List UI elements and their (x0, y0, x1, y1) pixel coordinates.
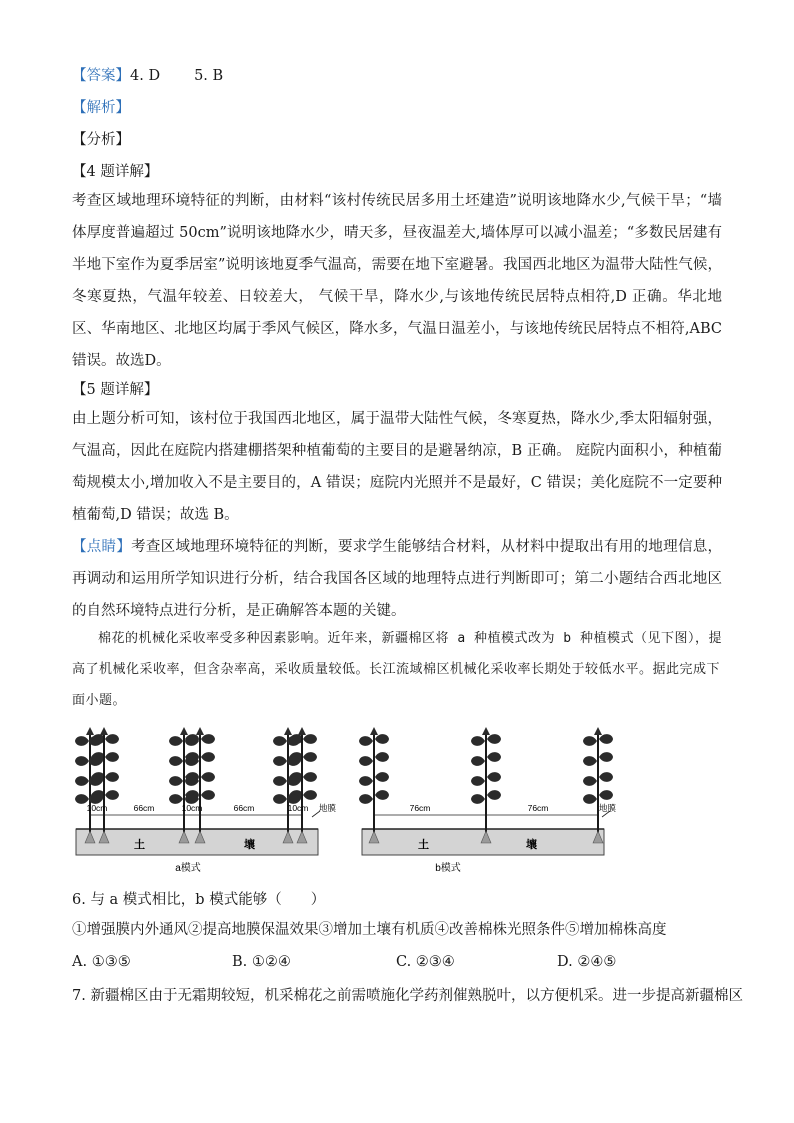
answer-line (72, 66, 223, 86)
q6-stem: 6. 与 a 模式相比，b 模式能够（ ） (72, 892, 326, 908)
a-film-label: 地膜 (319, 803, 337, 813)
q6-option-c: C. ②③④ (396, 954, 455, 970)
diagram-a-planting-mode (76, 725, 337, 875)
q6-items: ①增强膜内外通风②提高地膜保温效果③增加土壤有机质④改善棉株光照条件⑤增加棉株高度 (72, 922, 667, 938)
a-spacing-4: 66cm (233, 803, 255, 813)
q5-explanation: 由上题分析可知，该村位于我国西北地区，属于温带大陆性气候，冬寒夏热，降水少,季太阳辐射强，气温高，因此在庭院内搭建棚搭架种植葡萄的主要目的是避暑纳凉，B 正确。 庭院内面积小，种植葡萄规模太小,增加收入不是主要目的，A 错误；庭院内光照并不是最好，C 错误；美化庭院不一定要种植葡萄,D 错误；故选 B。 (72, 411, 722, 523)
answer-q5: 5. B (194, 68, 224, 84)
q4-detail-heading: 【4 题详解】 (72, 164, 159, 180)
fenxi-heading: 【分析】 (72, 132, 130, 148)
q6-option-b: B. ①②④ (232, 954, 291, 970)
a-spacing-2: 66cm (133, 803, 155, 813)
q5-detail-heading: 【5 题详解】 (72, 382, 159, 398)
q7-stem: 7. 新疆棉区由于无霜期较短，机采棉花之前需喷施化学药剂催熟脱叶，以方便机采。进一步提高新疆棉区 (72, 988, 743, 1004)
answer-tag: 【答案】 (72, 68, 130, 84)
analysis-heading: 【解析】 (72, 100, 130, 116)
b-caption: b模式 (435, 863, 461, 874)
diagram-b-planting-mode (358, 725, 628, 875)
a-spacing-1: 10cm (86, 803, 108, 813)
b-spacing-2: 76cm (527, 803, 549, 813)
b-soil-label-1: 土 (418, 839, 429, 851)
answer-q4: 4. D (130, 68, 161, 84)
cotton-material: 棉花的机械化采收率受多种因素影响。近年来，新疆棉区将 a 种植模式改为 b 种植模式（见下图），提高了机械化采收率，但含杂率高，采收质量较低。长江流域棉区机械化采收率长期处于较低水平。据此完成下面小题。 (72, 631, 722, 708)
a-caption: a模式 (175, 863, 201, 874)
q6-option-a: A. ①③⑤ (72, 954, 131, 970)
a-soil-label-1: 土 (134, 839, 145, 851)
b-soil-label-2: 壤 (526, 839, 537, 851)
comment-text: 考查区域地理环境特征的判断，要求学生能够结合材料，从材料中提取出有用的地理信息，再调动和运用所学知识进行分析，结合我国各区域的地理特点进行判断即可；第二小题结合西北地区的自然环境特点进行分析，是正确解答本题的关键。 (72, 539, 723, 619)
a-spacing-5: 10cm (287, 803, 309, 813)
comment-tag: 【点睛】 (72, 539, 132, 555)
a-spacing-3: 10cm (181, 803, 203, 813)
q4-explanation: 考查区域地理环境特征的判断，由材料“该村传统民居多用土坯建造”说明该地降水少,气候干旱；“墙体厚度普遍超过 50cm”说明该地降水少，晴天多，昼夜温差大,墙体厚可以减小温差；“多数民居建有半地下室作为夏季居室”说明该地夏季气温高，需要在地下室避暑。我国西北地区为温带大陆性气候，冬寒夏热，气温年较差、日较差大， 气候干旱，降水少,与该地传统民居特点相符,D 正确。华北地区、华南地区、北地区均属于季风气候区，降水多，气温日温差小，与该地传统民居特点不相符,ABC 错误。故选D。 (72, 193, 723, 369)
b-spacing-1: 76cm (409, 803, 431, 813)
q6-option-d: D. ②④⑤ (557, 954, 617, 970)
comment-paragraph (72, 531, 722, 627)
b-film-label: 地膜 (599, 803, 617, 813)
a-soil-label-2: 壤 (244, 839, 255, 851)
